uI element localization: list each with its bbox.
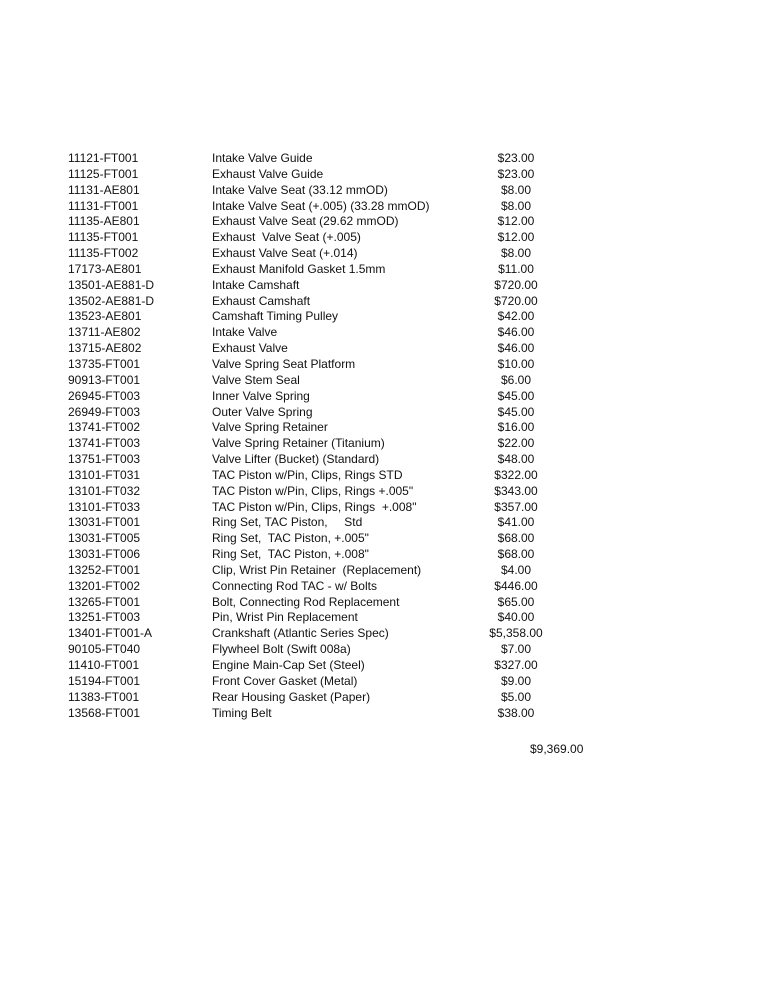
part-row [68, 436, 608, 452]
part-row [68, 515, 608, 531]
part-row [68, 642, 608, 658]
part-number: 13101-FT033 [68, 499, 141, 514]
part-row [68, 626, 608, 642]
part-row [68, 183, 608, 199]
part-description: Exhaust Valve Seat (+.005) [212, 230, 361, 245]
part-number: 11121-FT001 [68, 151, 139, 165]
part-number: 11125-FT001 [68, 166, 139, 181]
part-price: $7.00 [500, 642, 532, 657]
part-description: Exhaust Valve Seat (29.62 mmOD) [212, 214, 399, 229]
part-number: 13502-AE881-D [68, 293, 155, 308]
part-row [68, 325, 608, 341]
part-row [68, 706, 608, 722]
part-description: Intake Camshaft [212, 277, 300, 292]
part-description: Intake Valve Seat (+.005) (33.28 mmOD) [212, 198, 430, 213]
part-number: 13101-FT032 [68, 483, 141, 498]
part-description: Timing Belt [212, 705, 272, 720]
part-number: 13711-AE802 [68, 325, 141, 340]
part-description: Exhaust Manifold Gasket 1.5mm [212, 261, 386, 276]
part-number: 13101-FT031 [68, 467, 141, 482]
part-number: 11135-FT001 [68, 230, 139, 245]
part-description: TAC Piston w/Pin, Clips, Rings +.005" [212, 483, 414, 498]
part-price: $46.00 [497, 325, 535, 340]
part-number: 13265-FT001 [68, 594, 141, 609]
part-row [68, 294, 608, 310]
part-description: TAC Piston w/Pin, Clips, Rings STD [212, 467, 403, 482]
part-number: 90105-FT040 [68, 642, 141, 657]
part-row [68, 230, 608, 246]
part-price: $45.00 [497, 388, 535, 403]
part-number: 11131-AE801 [68, 182, 140, 197]
part-description: Valve Spring Retainer (Titanium) [212, 436, 385, 451]
part-row [68, 246, 608, 262]
grand-total: $9,369.00 [530, 742, 584, 756]
part-number: 13501-AE881-D [68, 277, 155, 292]
part-row [68, 610, 608, 626]
part-row [68, 373, 608, 389]
part-row [68, 658, 608, 674]
part-number: 26945-FT003 [68, 388, 141, 403]
part-price: $8.00 [500, 182, 532, 197]
part-number: 26949-FT003 [68, 404, 141, 419]
part-price: $327.00 [494, 658, 538, 672]
part-row [68, 563, 608, 579]
part-price: $9.00 [500, 673, 532, 688]
part-description: Ring Set, TAC Piston, Std [212, 515, 363, 530]
part-number: 13568-FT001 [68, 705, 141, 720]
part-description: Bolt, Connecting Rod Replacement [212, 594, 400, 609]
part-price: $343.00 [494, 483, 538, 498]
part-price: $22.00 [497, 436, 535, 451]
part-row [68, 420, 608, 436]
part-number: 15194-FT001 [68, 673, 141, 688]
part-row [68, 167, 608, 183]
part-description: TAC Piston w/Pin, Clips, Rings +.008" [212, 499, 417, 514]
part-description: Inner Valve Spring [212, 388, 310, 403]
part-row [68, 357, 608, 373]
part-description: Pin, Wrist Pin Replacement [212, 610, 358, 625]
part-description: Intake Valve [212, 325, 278, 340]
part-description: Ring Set, TAC Piston, +.008" [212, 547, 369, 562]
part-number: 11410-FT001 [68, 658, 140, 672]
part-description: Valve Stem Seal [212, 372, 300, 387]
part-row [68, 405, 608, 421]
part-number: 11135-FT002 [68, 246, 139, 261]
part-price: $357.00 [494, 499, 538, 514]
part-description: Valve Spring Seat Platform [212, 356, 356, 371]
part-number: 13715-AE802 [68, 341, 142, 356]
part-price: $42.00 [497, 309, 535, 324]
part-row [68, 595, 608, 611]
part-row [68, 674, 608, 690]
part-number: 13252-FT001 [68, 562, 141, 577]
part-price: $45.00 [497, 404, 535, 419]
part-number: 13523-AE801 [68, 309, 142, 324]
part-price: $16.00 [497, 420, 535, 435]
part-number: 90913-FT001 [68, 372, 141, 387]
part-price: $38.00 [497, 705, 535, 720]
part-description: Rear Housing Gasket (Paper) [212, 689, 371, 704]
part-description: Exhaust Valve [212, 341, 288, 356]
part-description: Clip, Wrist Pin Retainer (Replacement) [212, 562, 422, 577]
part-description: Flywheel Bolt (Swift 008a) [212, 642, 351, 657]
part-price: $23.00 [497, 166, 535, 181]
part-row [68, 579, 608, 595]
part-description: Valve Spring Retainer [212, 420, 328, 435]
part-description: Crankshaft (Atlantic Series Spec) [212, 626, 389, 641]
part-row [68, 500, 608, 516]
part-row [68, 214, 608, 230]
part-number: 13031-FT001 [68, 515, 141, 530]
part-price: $5.00 [500, 689, 532, 704]
part-number: 13251-FT003 [68, 610, 141, 625]
part-number: 13201-FT002 [68, 578, 141, 593]
part-row [68, 151, 608, 167]
part-row [68, 262, 608, 278]
part-price: $23.00 [497, 151, 535, 165]
part-description: Exhaust Valve Seat (+.014) [212, 246, 358, 261]
part-price: $46.00 [497, 341, 535, 356]
part-row [68, 531, 608, 547]
part-price: $720.00 [494, 277, 538, 292]
part-description: Exhaust Camshaft [212, 293, 311, 308]
part-row [68, 468, 608, 484]
part-price: $40.00 [497, 610, 535, 625]
part-price: $322.00 [494, 467, 538, 482]
part-price: $68.00 [497, 547, 535, 562]
part-description: Valve Lifter (Bucket) (Standard) [212, 452, 380, 467]
part-row [68, 309, 608, 325]
part-price: $65.00 [497, 594, 535, 609]
part-number: 11383-FT001 [68, 689, 140, 704]
part-number: 13401-FT001-A [68, 626, 153, 641]
part-price: $48.00 [497, 452, 535, 467]
part-description: Front Cover Gasket (Metal) [212, 673, 358, 688]
part-description: Exhaust Valve Guide [212, 166, 324, 181]
part-number: 13735-FT001 [68, 356, 141, 371]
part-row [68, 278, 608, 294]
part-description: Outer Valve Spring [212, 404, 313, 419]
part-price: $8.00 [500, 198, 532, 213]
part-price: $10.00 [497, 356, 535, 371]
part-price: $4.00 [500, 562, 532, 577]
part-row [68, 452, 608, 468]
part-number: 13031-FT005 [68, 531, 141, 546]
part-price: $5,358.00 [489, 626, 543, 641]
part-description: Ring Set, TAC Piston, +.005" [212, 531, 369, 546]
part-row [68, 341, 608, 357]
part-price: $6.00 [500, 372, 532, 387]
part-number: 11135-AE801 [68, 214, 140, 229]
part-number: 11131-FT001 [68, 198, 139, 213]
part-row [68, 389, 608, 405]
part-number: 17173-AE801 [68, 261, 142, 276]
part-number: 13751-FT003 [68, 452, 141, 467]
part-number: 13031-FT006 [68, 547, 141, 562]
parts-list [68, 151, 608, 721]
part-price: $446.00 [494, 578, 538, 593]
part-row [68, 199, 608, 215]
part-price: $11.00 [498, 261, 534, 276]
part-price: $12.00 [497, 230, 535, 245]
part-number: 13741-FT003 [68, 436, 141, 451]
part-description: Engine Main-Cap Set (Steel) [212, 658, 365, 672]
part-price: $720.00 [494, 293, 538, 308]
part-row [68, 690, 608, 706]
part-price: $12.00 [497, 214, 535, 229]
part-description: Camshaft Timing Pulley [212, 309, 339, 324]
part-description: Intake Valve Guide [212, 151, 313, 165]
part-price: $41.00 [497, 515, 535, 530]
part-number: 13741-FT002 [68, 420, 141, 435]
part-description: Connecting Rod TAC - w/ Bolts [212, 578, 377, 593]
part-row [68, 484, 608, 500]
part-row [68, 547, 608, 563]
part-price: $8.00 [500, 246, 532, 261]
part-description: Intake Valve Seat (33.12 mmOD) [212, 182, 388, 197]
part-price: $68.00 [497, 531, 535, 546]
